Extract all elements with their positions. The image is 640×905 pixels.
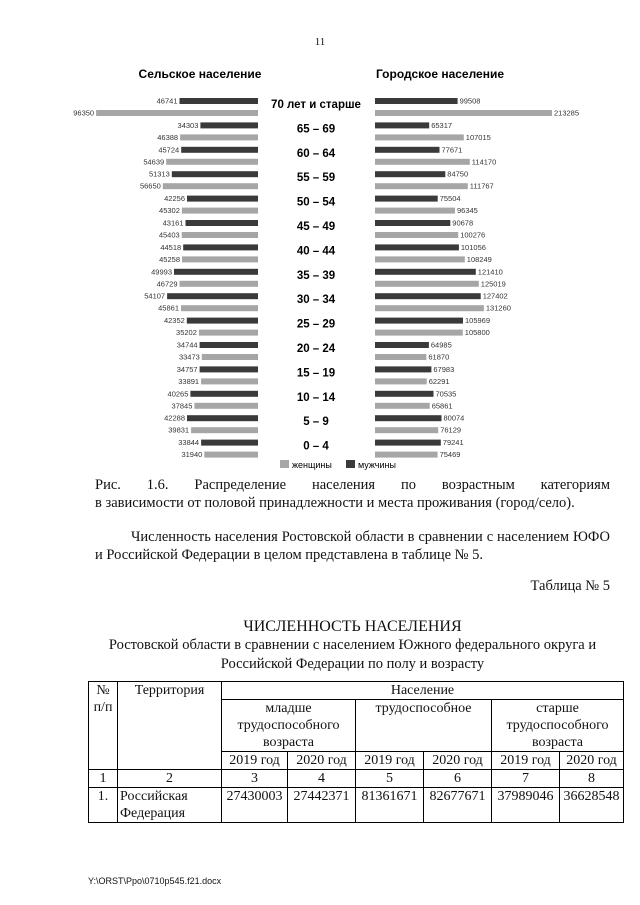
legend-men-label: мужчины bbox=[358, 460, 396, 470]
col-number: 3 bbox=[222, 770, 288, 788]
age-category-label: 60 – 64 bbox=[296, 147, 336, 160]
rural-data-label: 34757 bbox=[176, 364, 198, 374]
col-number: 6 bbox=[424, 770, 492, 788]
urban-data-label: 75504 bbox=[439, 194, 461, 204]
col-number: 8 bbox=[560, 770, 624, 788]
age-category-label: 65 – 69 bbox=[296, 123, 336, 136]
rural-men-bar bbox=[186, 220, 259, 226]
urban-data-label: 107015 bbox=[465, 132, 491, 142]
rural-women-bar bbox=[194, 403, 258, 409]
urban-data-label: 125019 bbox=[480, 279, 506, 289]
urban-women-bar bbox=[375, 232, 458, 238]
row-value: 81361671 bbox=[356, 788, 424, 823]
rural-women-bar bbox=[199, 330, 258, 336]
urban-data-label: 99508 bbox=[459, 96, 481, 106]
population-pyramid-chart bbox=[0, 60, 640, 470]
rural-men-bar bbox=[183, 244, 258, 250]
rural-men-bar bbox=[180, 98, 259, 104]
rural-data-label: 33473 bbox=[178, 352, 200, 362]
header-territory: Территория bbox=[118, 682, 222, 770]
urban-data-label: 100276 bbox=[460, 230, 486, 240]
urban-men-bar bbox=[375, 415, 442, 421]
rural-data-label: 45861 bbox=[158, 303, 179, 313]
age-category-label: 35 – 39 bbox=[296, 269, 336, 282]
header-working: трудоспособное bbox=[356, 700, 492, 752]
col-number: 2 bbox=[118, 770, 222, 788]
rural-data-label: 46388 bbox=[157, 132, 179, 142]
rural-women-bar bbox=[191, 427, 258, 433]
urban-data-label: 105800 bbox=[464, 328, 490, 338]
rural-data-label: 45302 bbox=[159, 206, 180, 216]
header-year: 2020 год bbox=[288, 752, 356, 770]
urban-title: Городское население bbox=[375, 67, 505, 81]
urban-data-label: 75469 bbox=[439, 450, 461, 460]
rural-women-bar bbox=[166, 159, 258, 165]
urban-data-label: 90678 bbox=[452, 218, 474, 228]
urban-data-label: 61870 bbox=[428, 352, 450, 362]
urban-women-bar bbox=[375, 134, 464, 140]
urban-women-bar bbox=[375, 305, 484, 311]
urban-data-label: 67983 bbox=[433, 364, 455, 374]
urban-data-label: 84750 bbox=[447, 169, 469, 179]
age-category-label: 20 – 24 bbox=[296, 343, 336, 355]
rural-men-bar bbox=[172, 171, 258, 177]
caption-line-1: Рис. 1.6. Распределение населения по возрастным категориям bbox=[95, 477, 610, 493]
rural-data-label: 46741 bbox=[156, 96, 178, 106]
urban-women-bar bbox=[375, 427, 438, 433]
header-year: 2020 год bbox=[560, 752, 624, 770]
intro-paragraph: Численность населения Ростовской области в сравнении с населением ЮФО и Российской Федерации в целом представлена в таблице № 5. bbox=[95, 529, 610, 563]
rural-data-label: 54107 bbox=[144, 291, 166, 301]
rural-men-bar bbox=[187, 415, 258, 421]
urban-men-bar bbox=[375, 147, 440, 153]
rural-data-label: 51313 bbox=[148, 169, 170, 179]
rural-men-bar bbox=[200, 342, 258, 348]
rural-women-bar bbox=[163, 183, 258, 189]
file-path-footer: Y:\ORST\Ppo\0710p545.f21.docx bbox=[88, 876, 222, 886]
rural-men-bar bbox=[200, 366, 258, 372]
age-category-label: 50 – 54 bbox=[296, 196, 336, 209]
urban-women-bar bbox=[375, 110, 552, 116]
legend-women-label: женщины bbox=[292, 460, 332, 470]
col-number: 4 bbox=[288, 770, 356, 788]
header-population: Население bbox=[222, 682, 624, 700]
rural-data-label: 56650 bbox=[139, 181, 161, 191]
urban-men-bar bbox=[375, 98, 458, 104]
table-number-row bbox=[89, 770, 624, 788]
rural-data-label: 33891 bbox=[178, 376, 200, 386]
rural-men-bar bbox=[167, 293, 258, 299]
urban-women-bar bbox=[375, 208, 455, 214]
rural-women-bar bbox=[182, 256, 258, 262]
table-title: ЧИСЛЕННОСТЬ НАСЕЛЕНИЯ bbox=[243, 618, 462, 635]
urban-women-bar bbox=[375, 354, 426, 360]
rural-men-bar bbox=[181, 147, 258, 153]
rural-data-label: 40265 bbox=[167, 389, 189, 399]
rural-data-label: 34303 bbox=[177, 120, 199, 130]
table-row bbox=[89, 788, 624, 823]
rural-data-label: 34744 bbox=[176, 340, 198, 350]
urban-data-label: 62291 bbox=[428, 376, 450, 386]
urban-women-bar bbox=[375, 183, 468, 189]
rural-data-label: 49993 bbox=[151, 267, 172, 277]
urban-data-label: 64985 bbox=[430, 340, 452, 350]
population-table bbox=[88, 681, 624, 823]
urban-data-label: 65317 bbox=[431, 120, 453, 130]
urban-data-label: 121410 bbox=[477, 267, 503, 277]
urban-men-bar bbox=[375, 342, 429, 348]
rural-women-bar bbox=[202, 354, 258, 360]
header-no: № п/п bbox=[89, 682, 118, 770]
urban-data-label: 127402 bbox=[482, 291, 508, 301]
urban-women-bar bbox=[375, 378, 427, 384]
age-category-label: 5 – 9 bbox=[303, 416, 329, 429]
age-category-label: 10 – 14 bbox=[296, 391, 336, 404]
urban-women-bar bbox=[375, 403, 430, 409]
urban-women-bar bbox=[375, 452, 438, 458]
rural-men-bar bbox=[174, 269, 258, 275]
urban-data-label: 70535 bbox=[435, 389, 457, 399]
urban-men-bar bbox=[375, 196, 438, 202]
age-category-label: 25 – 29 bbox=[296, 318, 336, 331]
urban-data-label: 101056 bbox=[460, 242, 486, 252]
table-header-row bbox=[89, 682, 624, 700]
rural-women-bar bbox=[204, 452, 258, 458]
rural-data-label: 46729 bbox=[156, 279, 178, 289]
rural-women-bar bbox=[182, 232, 258, 238]
rural-men-bar bbox=[187, 318, 258, 324]
rural-data-label: 39831 bbox=[168, 425, 190, 435]
urban-men-bar bbox=[375, 122, 429, 128]
rural-data-label: 43161 bbox=[162, 218, 184, 228]
rural-data-label: 45724 bbox=[158, 145, 180, 155]
header-year: 2020 год bbox=[424, 752, 492, 770]
urban-data-label: 108249 bbox=[466, 254, 492, 264]
legend-swatch-men bbox=[346, 460, 355, 468]
row-value: 82677671 bbox=[424, 788, 492, 823]
rural-data-label: 31940 bbox=[181, 450, 203, 460]
row-territory: Российская Федерация bbox=[118, 788, 222, 823]
rural-women-bar bbox=[182, 208, 258, 214]
header-year: 2019 год bbox=[492, 752, 560, 770]
urban-data-label: 111767 bbox=[469, 181, 494, 191]
col-number: 5 bbox=[356, 770, 424, 788]
urban-data-label: 114170 bbox=[471, 157, 497, 167]
urban-data-label: 105969 bbox=[465, 316, 491, 326]
urban-data-label: 65861 bbox=[431, 401, 453, 411]
row-value: 36628548 bbox=[560, 788, 624, 823]
header-young: младше трудоспособного возраста bbox=[222, 700, 356, 752]
page-number: 11 bbox=[314, 36, 326, 48]
rural-data-label: 35202 bbox=[176, 328, 197, 338]
rural-women-bar bbox=[201, 378, 258, 384]
row-no: 1. bbox=[89, 788, 118, 823]
rural-men-bar bbox=[201, 440, 258, 446]
urban-men-bar bbox=[375, 244, 459, 250]
urban-women-bar bbox=[375, 256, 465, 262]
row-value: 27442371 bbox=[288, 788, 356, 823]
rural-data-label: 42256 bbox=[164, 194, 185, 204]
urban-data-label: 96345 bbox=[457, 206, 478, 216]
rural-data-label: 42288 bbox=[164, 413, 185, 423]
age-category-label: 15 – 19 bbox=[296, 367, 336, 380]
urban-men-bar bbox=[375, 440, 441, 446]
urban-men-bar bbox=[375, 220, 450, 226]
urban-men-bar bbox=[375, 318, 463, 324]
age-category-label: 30 – 34 bbox=[296, 294, 336, 307]
rural-data-label: 44518 bbox=[160, 242, 182, 252]
row-value: 37989046 bbox=[492, 788, 560, 823]
rural-title: Сельское население bbox=[138, 67, 262, 81]
rural-men-bar bbox=[187, 196, 258, 202]
table-subtitle: Ростовской области в сравнении с населением Южного федерального округа и Российской Федерации по полу и возрасту bbox=[108, 637, 597, 672]
rural-women-bar bbox=[181, 305, 258, 311]
urban-women-bar bbox=[375, 281, 479, 287]
rural-women-bar bbox=[96, 110, 258, 116]
urban-data-label: 80074 bbox=[443, 413, 465, 423]
urban-men-bar bbox=[375, 269, 476, 275]
urban-data-label: 213285 bbox=[554, 108, 580, 118]
rural-data-label: 45258 bbox=[159, 254, 180, 264]
urban-data-label: 77671 bbox=[441, 145, 463, 155]
rural-data-label: 45403 bbox=[158, 230, 180, 240]
legend-swatch-women bbox=[280, 460, 289, 468]
header-year: 2019 год bbox=[222, 752, 288, 770]
urban-women-bar bbox=[375, 159, 470, 165]
rural-data-label: 54639 bbox=[143, 157, 165, 167]
col-number: 7 bbox=[492, 770, 560, 788]
rural-women-bar bbox=[180, 134, 258, 140]
urban-data-label: 79241 bbox=[442, 438, 464, 448]
rural-women-bar bbox=[180, 281, 259, 287]
age-category-label: 45 – 49 bbox=[296, 221, 336, 233]
col-number: 1 bbox=[89, 770, 118, 788]
urban-data-label: 131260 bbox=[485, 303, 511, 313]
rural-data-label: 37845 bbox=[171, 401, 193, 411]
caption-line-2: в зависимости от половой принадлежности и места проживания (город/село). bbox=[95, 495, 575, 511]
header-year: 2019 год bbox=[356, 752, 424, 770]
urban-women-bar bbox=[375, 330, 463, 336]
rural-data-label: 33844 bbox=[178, 438, 200, 448]
urban-men-bar bbox=[375, 391, 434, 397]
table-number: Таблица № 5 bbox=[530, 578, 610, 594]
urban-men-bar bbox=[375, 366, 431, 372]
urban-men-bar bbox=[375, 293, 481, 299]
figure-caption bbox=[95, 476, 610, 512]
age-category-label: 70 лет и старше bbox=[271, 99, 361, 111]
age-category-label: 0 – 4 bbox=[303, 440, 329, 453]
urban-data-label: 76129 bbox=[440, 425, 462, 435]
chart-legend bbox=[280, 460, 396, 470]
urban-men-bar bbox=[375, 171, 445, 177]
age-category-label: 55 – 59 bbox=[296, 172, 336, 185]
row-value: 27430003 bbox=[222, 788, 288, 823]
header-old: старше трудоспособного возраста bbox=[492, 700, 624, 752]
rural-men-bar bbox=[190, 391, 258, 397]
rural-men-bar bbox=[200, 122, 258, 128]
age-category-label: 40 – 44 bbox=[296, 245, 336, 258]
rural-data-label: 96350 bbox=[73, 108, 95, 118]
rural-data-label: 42352 bbox=[163, 316, 185, 326]
